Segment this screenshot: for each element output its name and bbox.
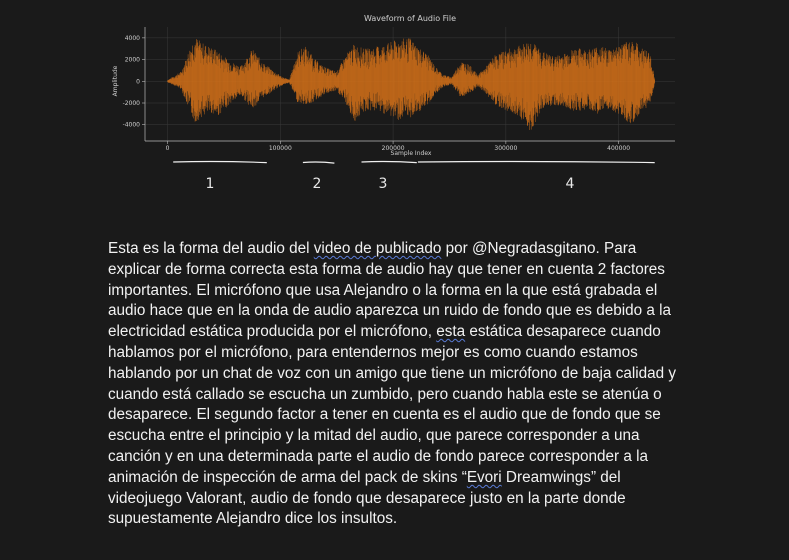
chart-title: Waveform of Audio File	[363, 14, 457, 23]
text-part-7: Dreamwings” del videojuego Valorant, audio de fondo que desaparece justo en la parte donde supuestamente Alejandro dice los insultos.	[108, 468, 626, 528]
y-tick-label-0: 4000	[124, 34, 140, 42]
y-tick-label-2: 0	[136, 78, 140, 86]
x-tick-label-4: 400000	[607, 145, 631, 152]
text-part-2: video de publicado	[313, 240, 442, 257]
text-part-6: Evori	[466, 468, 502, 486]
y-tick-label-3: -2000	[122, 100, 140, 107]
segment-label-2: 2	[312, 176, 322, 192]
text-part-5: estática desaparece cuando hablamos por el micrófono, para entendernos mejor es como cuando estamos hablando por un chat de voz con un amigo que tiene un micrófono de baja calidad y cuando está callado se escucha un zumbido, pero cuando habla este se atenúa o desaparece. El segundo factor a tener en cuenta es el audio que de fondo que se escucha entre el principio y la mitad del audio, que parece corresponder a una canción y en una determinada parte el audio de fondo parece corresponder a la animación de inspección de arma del pack de skins “	[108, 323, 677, 486]
segment-underline-1	[173, 162, 267, 163]
x-tick-label-2: 200000	[381, 145, 405, 152]
x-tick-label-1: 100000	[268, 145, 292, 152]
x-axis-label: Sample Index	[390, 150, 432, 157]
segment-underlines	[0, 0, 789, 200]
segment-underline-4	[418, 162, 655, 163]
segment-underline-3	[362, 162, 417, 163]
y-tick-label-1: 2000	[124, 56, 140, 64]
segment-underline-2	[303, 162, 335, 163]
explanation-paragraph	[108, 239, 678, 530]
text-part-3: por @Negradasgitano. Para explicar de forma correcta esta forma de audio hay que tener en cuenta 2 factores importantes. El micrófono que usa Alejandro o la forma en la que está grabada el audio hace que en la onda de audio aparezca un ruido de fondo que es debido a la electricidad estática producida por el micrófono,	[108, 240, 672, 341]
x-tick-label-3: 300000	[494, 145, 518, 152]
segment-label-3: 3	[378, 176, 388, 192]
y-tick-label-4: -4000	[122, 121, 140, 129]
segment-label-1: 1	[205, 176, 215, 192]
text-part-4: esta	[436, 323, 466, 341]
text-part-1: Esta es la forma del audio del	[108, 240, 314, 257]
segment-label-4: 4	[565, 176, 575, 192]
x-tick-label-0: 0	[165, 145, 170, 152]
y-axis-label: Amplitude	[112, 65, 119, 97]
